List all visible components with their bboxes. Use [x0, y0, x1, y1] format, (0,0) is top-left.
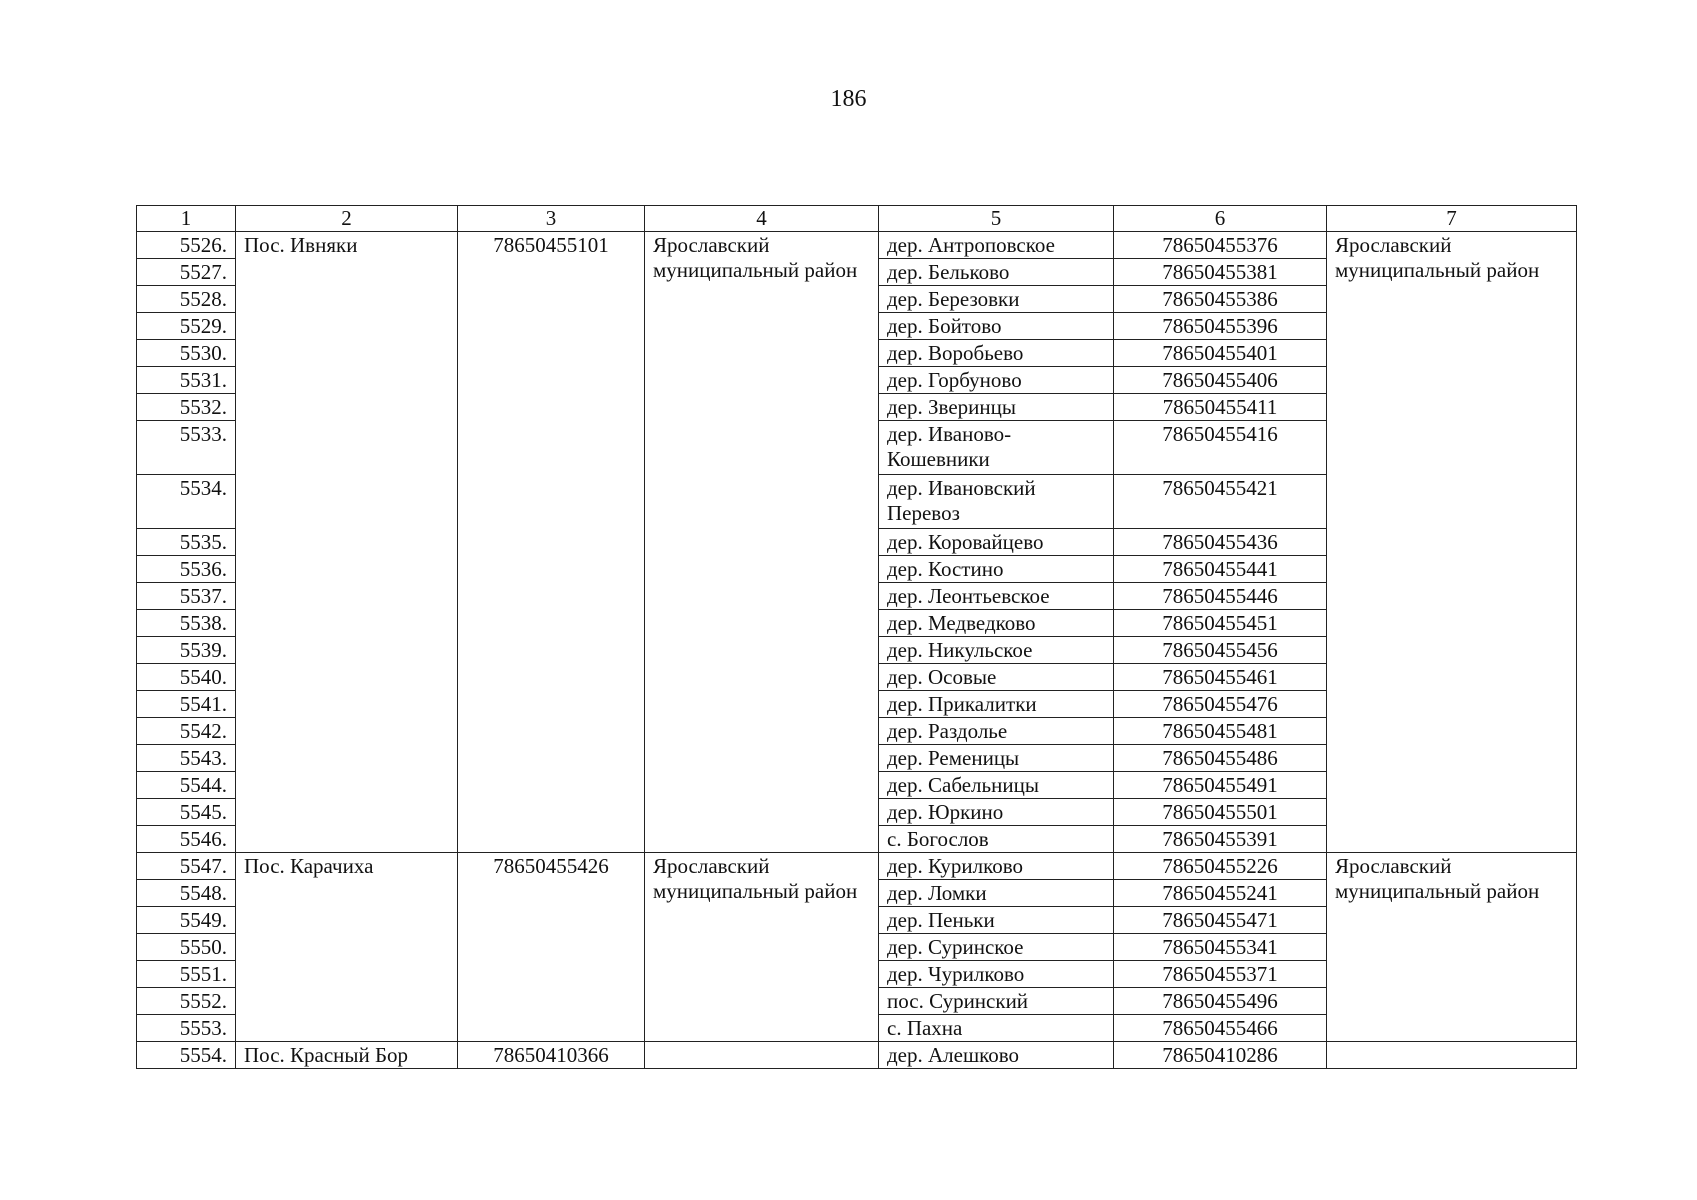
row-number-cell: 5546.	[137, 826, 236, 853]
row-number-cell: 5545.	[137, 799, 236, 826]
locality-cell: дер. Прикалитки	[879, 691, 1114, 718]
locality-cell: дер. Медведково	[879, 610, 1114, 637]
row-number-cell: 5552.	[137, 988, 236, 1015]
locality-code-cell: 78650455381	[1114, 259, 1327, 286]
locality-cell: дер. Зверинцы	[879, 394, 1114, 421]
locality-code-cell: 78650455436	[1114, 529, 1327, 556]
locality-cell: пос. Суринский	[879, 988, 1114, 1015]
locality-cell: дер. Антроповское	[879, 232, 1114, 259]
locality-cell: дер. Ломки	[879, 880, 1114, 907]
locality-code-cell: 78650455371	[1114, 961, 1327, 988]
district-col7-cell	[1327, 1042, 1577, 1069]
locality-cell: с. Богослов	[879, 826, 1114, 853]
header-row	[137, 206, 1577, 232]
row-number-cell: 5531.	[137, 367, 236, 394]
row-number-cell: 5542.	[137, 718, 236, 745]
locality-code-cell: 78650455461	[1114, 664, 1327, 691]
table-row	[137, 232, 1577, 259]
locality-cell: дер. Сабельницы	[879, 772, 1114, 799]
locality-code-cell: 78650455411	[1114, 394, 1327, 421]
locality-code-cell: 78650455401	[1114, 340, 1327, 367]
settlement-cell: Пос. Ивняки	[236, 232, 458, 853]
locality-code-cell: 78650455496	[1114, 988, 1327, 1015]
locality-cell: дер. Горбуново	[879, 367, 1114, 394]
locality-code-cell: 78650455466	[1114, 1015, 1327, 1042]
locality-cell: дер. Алешково	[879, 1042, 1114, 1069]
locality-cell: дер. Коровайцево	[879, 529, 1114, 556]
district-col7-cell: Ярославский муниципальный район	[1327, 232, 1577, 853]
settlement-code-cell: 78650455101	[458, 232, 645, 853]
locality-code-cell: 78650455226	[1114, 853, 1327, 880]
locality-cell: дер. Раздолье	[879, 718, 1114, 745]
registry-table	[136, 205, 1577, 1069]
row-number-cell: 5526.	[137, 232, 236, 259]
row-number-cell: 5540.	[137, 664, 236, 691]
row-number-cell: 5544.	[137, 772, 236, 799]
locality-code-cell: 78650410286	[1114, 1042, 1327, 1069]
row-number-cell: 5538.	[137, 610, 236, 637]
locality-cell: дер. Бойтово	[879, 313, 1114, 340]
header-cell: 1	[137, 206, 236, 232]
locality-code-cell: 78650455446	[1114, 583, 1327, 610]
page-number: 186	[830, 86, 867, 112]
settlement-code-cell: 78650455426	[458, 853, 645, 1042]
row-number-cell: 5551.	[137, 961, 236, 988]
header-cell: 5	[879, 206, 1114, 232]
locality-cell: дер. Березовки	[879, 286, 1114, 313]
locality-cell: дер. Ременицы	[879, 745, 1114, 772]
locality-cell: с. Пахна	[879, 1015, 1114, 1042]
row-number-cell: 5550.	[137, 934, 236, 961]
locality-code-cell: 78650455241	[1114, 880, 1327, 907]
locality-cell: дер. Никульское	[879, 637, 1114, 664]
locality-cell: дер. Костино	[879, 556, 1114, 583]
row-number-cell: 5553.	[137, 1015, 236, 1042]
row-number-cell: 5548.	[137, 880, 236, 907]
row-number-cell: 5534.	[137, 475, 236, 529]
locality-cell: дер. Пеньки	[879, 907, 1114, 934]
row-number-cell: 5537.	[137, 583, 236, 610]
locality-code-cell: 78650455471	[1114, 907, 1327, 934]
header-cell: 4	[645, 206, 879, 232]
settlement-cell: Пос. Карачиха	[236, 853, 458, 1042]
locality-cell: дер. Осовые	[879, 664, 1114, 691]
district-cell: Ярославский муниципальный район	[645, 853, 879, 1042]
locality-code-cell: 78650455406	[1114, 367, 1327, 394]
row-number-cell: 5528.	[137, 286, 236, 313]
locality-code-cell: 78650455396	[1114, 313, 1327, 340]
locality-code-cell: 78650455341	[1114, 934, 1327, 961]
row-number-cell: 5547.	[137, 853, 236, 880]
locality-cell: дер. Бельково	[879, 259, 1114, 286]
locality-code-cell: 78650455391	[1114, 826, 1327, 853]
locality-code-cell: 78650455416	[1114, 421, 1327, 475]
locality-code-cell: 78650455376	[1114, 232, 1327, 259]
row-number-cell: 5530.	[137, 340, 236, 367]
table-body	[137, 232, 1577, 1069]
row-number-cell: 5532.	[137, 394, 236, 421]
locality-code-cell: 78650455476	[1114, 691, 1327, 718]
row-number-cell: 5535.	[137, 529, 236, 556]
locality-cell: дер. Курилково	[879, 853, 1114, 880]
row-number-cell: 5541.	[137, 691, 236, 718]
settlement-cell: Пос. Красный Бор	[236, 1042, 458, 1069]
row-number-cell: 5549.	[137, 907, 236, 934]
locality-cell: дер. Суринское	[879, 934, 1114, 961]
locality-code-cell: 78650455456	[1114, 637, 1327, 664]
locality-code-cell: 78650455491	[1114, 772, 1327, 799]
locality-code-cell: 78650455451	[1114, 610, 1327, 637]
table-row	[137, 1042, 1577, 1069]
header-cell: 3	[458, 206, 645, 232]
district-cell: Ярославский муниципальный район	[645, 232, 879, 853]
table-row	[137, 853, 1577, 880]
locality-code-cell: 78650455386	[1114, 286, 1327, 313]
locality-code-cell: 78650455441	[1114, 556, 1327, 583]
locality-cell: дер. Чурилково	[879, 961, 1114, 988]
header-cell: 2	[236, 206, 458, 232]
locality-code-cell: 78650455481	[1114, 718, 1327, 745]
locality-code-cell: 78650455486	[1114, 745, 1327, 772]
locality-cell: дер. Юркино	[879, 799, 1114, 826]
row-number-cell: 5527.	[137, 259, 236, 286]
locality-code-cell: 78650455501	[1114, 799, 1327, 826]
row-number-cell: 5543.	[137, 745, 236, 772]
row-number-cell: 5539.	[137, 637, 236, 664]
locality-cell: дер. Леонтьевское	[879, 583, 1114, 610]
row-number-cell: 5536.	[137, 556, 236, 583]
row-number-cell: 5554.	[137, 1042, 236, 1069]
row-number-cell: 5533.	[137, 421, 236, 475]
locality-code-cell: 78650455421	[1114, 475, 1327, 529]
district-cell	[645, 1042, 879, 1069]
locality-cell: дер. Воробьево	[879, 340, 1114, 367]
settlement-code-cell: 78650410366	[458, 1042, 645, 1069]
district-col7-cell: Ярославский муниципальный район	[1327, 853, 1577, 1042]
row-number-cell: 5529.	[137, 313, 236, 340]
locality-cell: дер. Иваново-Кошевники	[879, 421, 1114, 475]
header-cell: 6	[1114, 206, 1327, 232]
header-cell: 7	[1327, 206, 1577, 232]
locality-cell: дер. Ивановский Перевоз	[879, 475, 1114, 529]
